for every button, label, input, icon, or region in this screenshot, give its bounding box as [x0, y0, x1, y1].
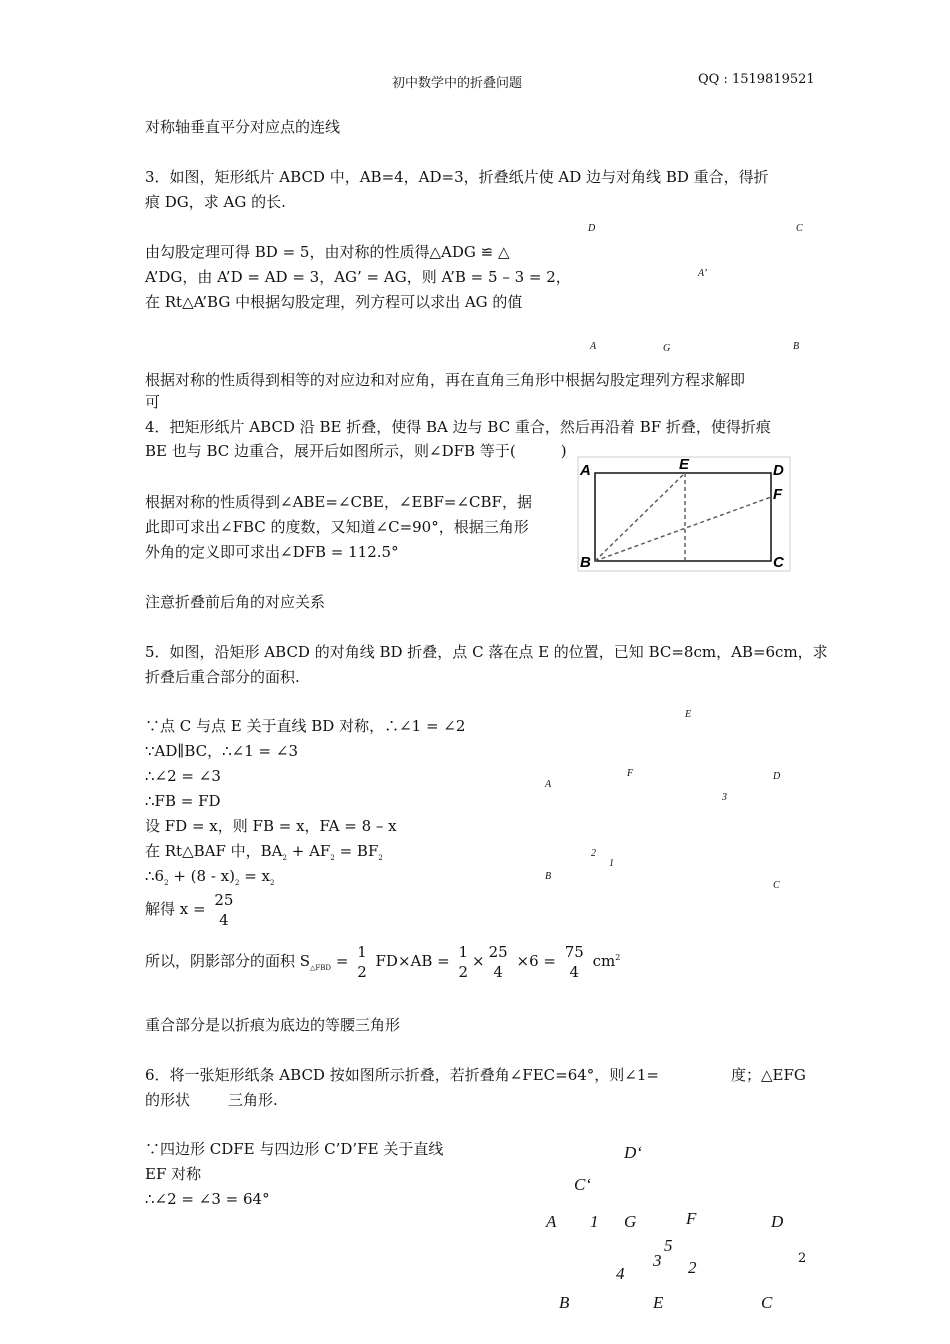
q5-step7-exp1: 2 [164, 879, 169, 887]
q5-label-3: 3 [722, 792, 727, 803]
q6-label-D: D [771, 1212, 784, 1231]
q4-line2: BE 也与 BC 边重合，展开后如图所示，则∠DFB 等于( ) [145, 442, 567, 460]
q5-step5: 设 FD = x，则 FB = x，FA = 8 – x [145, 817, 397, 835]
q6-label-C: C [761, 1293, 773, 1312]
q3-tip1: 根据对称的性质得到相等的对应边和对应角，再在直角三角形中根据勾股定理列方程求解即 [145, 371, 746, 389]
q3-sol1: 由勾股定理可得 BD = 5，由对称的性质得△ADG ≌ △ [145, 243, 510, 261]
q5-step6-c: + AF [286, 842, 331, 860]
q6-label-D-prime: D‘ [624, 1143, 642, 1162]
header-title: 初中数学中的折叠问题 [392, 76, 523, 91]
q5-step6-e: = BF [334, 842, 379, 860]
q6-label-4: 4 [616, 1264, 625, 1283]
q5-label-A: A [545, 779, 552, 790]
q3-sol3: 在 Rt△A’BG 中根据勾股定理，列方程可以求出 AG 的值 [145, 293, 523, 311]
q6-label-2: 2 [688, 1258, 697, 1277]
q4-label-D: D [773, 462, 784, 479]
q5-half-fraction [357, 942, 367, 982]
q5-x-den: 4 [493, 963, 503, 981]
q5-times2: ×6 = [516, 952, 556, 970]
q5-unit: cm [592, 952, 616, 970]
q5-step3: ∴∠2 = ∠3 [145, 767, 221, 785]
q3-label-D: D [588, 223, 596, 234]
q3-line1: 3．如图，矩形纸片 ABCD 中，AB=4，AD=3，折叠纸片使 AD 边与对角线 BD 重合，得折 [145, 168, 769, 186]
page-number: 2 [798, 1251, 807, 1266]
q5-x-num: 25 [488, 943, 508, 961]
q3-sol2: A’DG，由 A’D = AD = 3，AG’ = AG，则 A’B = 5 – 3 = 2， [145, 268, 571, 286]
prev-tip: 对称轴垂直平分对应点的连线 [145, 118, 341, 136]
q5-label-E: E [685, 709, 692, 720]
q6-step1: ∵四边形 CDFE 与四边形 C’D’FE 关于直线 [145, 1140, 444, 1158]
q4-label-F: F [773, 486, 783, 503]
q6-step2: EF 对称 [145, 1165, 202, 1183]
q3-label-B: B [793, 341, 800, 352]
q5-result-fraction [565, 942, 584, 982]
q5-step7-c: + (8 - x) [168, 867, 235, 885]
q6-label-1: 1 [590, 1212, 599, 1231]
q5-area-label: 所以，阴影部分的面积 S [145, 952, 311, 970]
q4-label-E: E [679, 456, 690, 473]
q6-label-G: G [624, 1212, 637, 1231]
q4-sol3: 外角的定义即可求出∠DFB = 112.5° [145, 543, 399, 561]
q4-label-B: B [580, 554, 591, 571]
q5-half-num: 1 [357, 943, 367, 961]
q6-step3: ∴∠2 = ∠3 = 64° [145, 1190, 270, 1208]
q5-step4: ∴FB = FD [145, 792, 221, 810]
q3-label-G: G [663, 343, 671, 354]
q5-label-1: 1 [609, 858, 614, 869]
q5-half2-num: 1 [458, 943, 469, 961]
q5-step7-exp2: 2 [234, 879, 240, 887]
q5-half2-fraction [459, 942, 469, 982]
q5-step6-a: 在 Rt△BAF 中，BA [145, 842, 283, 860]
q5-step6-exp2: 2 [330, 854, 335, 862]
q6-label-3: 3 [653, 1251, 662, 1270]
q5-solution-num: 25 [214, 891, 234, 909]
q3-label-C: C [796, 223, 803, 234]
q5-line1: 5．如图，沿矩形 ABCD 的对角线 BD 折叠，点 C 落在点 E 的位置，已知 BC=8cm，AB=6cm，求 [145, 643, 828, 661]
q5-step1: ∵点 C 与点 E 关于直线 BD 对称，∴∠1 = ∠2 [145, 717, 466, 735]
q5-step2: ∵AD∥BC，∴∠1 = ∠3 [145, 742, 298, 760]
q5-unit-sup: 2 [615, 953, 621, 962]
q6-label-5: 5 [664, 1236, 673, 1255]
q5-label-F: F [627, 768, 634, 779]
q4-label-C: C [773, 554, 784, 571]
q5-step6-exp1: 2 [282, 854, 287, 862]
q5-step7-exp3: 2 [270, 879, 275, 887]
q5-step8 [145, 890, 237, 930]
q5-area-sub: △FBD [310, 964, 332, 972]
q6-line1b: 度；△EFG [731, 1066, 806, 1084]
q6-line2b: 三角形. [228, 1091, 278, 1109]
q5-label-B: B [545, 871, 552, 882]
q5-result-den: 4 [569, 963, 580, 981]
q6-label-F: F [686, 1209, 697, 1228]
q5-label-C: C [773, 880, 780, 891]
q3-label-A: A [590, 341, 597, 352]
q5-tip: 重合部分是以折痕为底边的等腰三角形 [145, 1016, 401, 1034]
q3-line2: 痕 DG，求 AG 的长. [145, 193, 286, 211]
q5-step6-exp3: 2 [378, 854, 383, 862]
q6-label-E: E [653, 1293, 664, 1312]
q6-label-B: B [559, 1293, 570, 1312]
q5-area-mid: FD×AB = [375, 952, 450, 970]
q4-sol1: 根据对称的性质得到∠ABE=∠CBE，∠EBF=∠CBF，据 [145, 493, 532, 511]
q5-step7-a: ∴6 [145, 867, 165, 885]
q5-half-den: 2 [357, 963, 367, 981]
q5-area [145, 942, 620, 982]
q5-solution-den: 4 [219, 911, 229, 929]
q3-tip2: 可 [145, 393, 161, 411]
q4-sol2: 此即可求出∠FBC 的度数，又知道∠C=90°，根据三角形 [145, 518, 529, 536]
q5-label-D: D [773, 771, 781, 782]
q5-line2: 折叠后重合部分的面积. [145, 668, 300, 686]
q4-label-A: A [580, 462, 591, 479]
q6-line1a: 6．将一张矩形纸条 ABCD 按如图所示折叠，若折叠角∠FEC=64°，则∠1= [145, 1066, 659, 1084]
q5-result-num: 75 [564, 943, 584, 961]
q5-x-fraction [489, 942, 508, 982]
q5-half2-den: 2 [458, 963, 469, 981]
q5-step7-e: = x [239, 867, 271, 885]
q5-label-2: 2 [591, 848, 596, 859]
q6-label-C-prime: C‘ [574, 1175, 591, 1194]
q3-label-A-prime: A’ [698, 268, 708, 279]
q5-area-eq: = [335, 952, 349, 970]
q6-line2a: 的形状 [145, 1091, 191, 1109]
q4-tip: 注意折叠前后角的对应关系 [145, 593, 326, 611]
header-qq: QQ : 1519819521 [698, 72, 815, 87]
q6-label-A: A [546, 1212, 557, 1231]
q4-line1: 4．把矩形纸片 ABCD 沿 BE 折叠，使得 BA 边与 BC 重合，然后再沿着 BF 折叠，使得折痕 [145, 418, 771, 436]
q5-solution-fraction [214, 890, 233, 930]
q5-solve-label: 解得 x = [145, 900, 206, 918]
q4-figure [576, 455, 792, 573]
q4-figure-frame [578, 457, 790, 571]
q5-times1: × [472, 952, 485, 970]
